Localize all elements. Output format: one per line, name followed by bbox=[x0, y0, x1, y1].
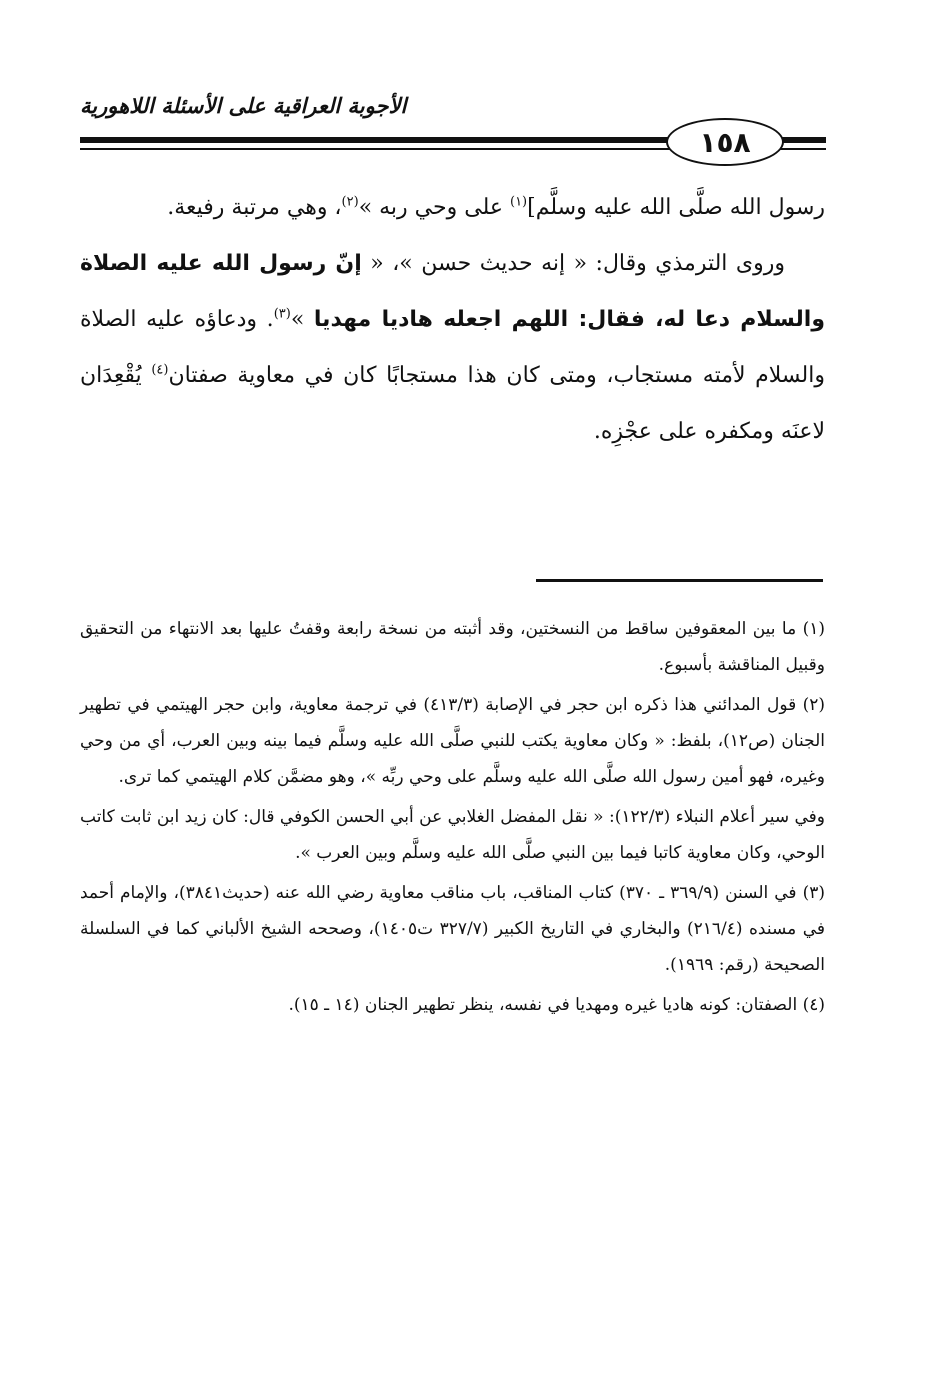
footnote-ref-4: (٤) bbox=[151, 362, 169, 378]
header-rule-thick-right bbox=[778, 137, 826, 143]
page-number: ١٥٨ bbox=[699, 125, 751, 159]
footnote-text: قول المدائني هذا ذكره ابن حجر في الإصابة (٤١٣/٣) في ترجمة معاوية، وابن حجر الهيتمي في تطهير الجنان (ص١٢)، بلفظ: « وكان معاوية يكتب للنبي صلَّى الله عليه وسلَّم فيما بينه وبين العرب، أي من وحي وغيره، فهو أمين رسول الله صلَّى الله عليه وسلَّم على وحي ربِّه »، وهو مضمَّن كلام الهيتمي كما ترى. bbox=[80, 695, 825, 787]
main-text bbox=[80, 180, 825, 460]
running-header-title: الأجوبة العراقية على الأسئلة اللاهورية bbox=[80, 93, 407, 118]
paragraph-2 bbox=[80, 236, 825, 460]
footnote-text: في السنن (٣٦٩/٩ ـ ٣٧٠) كتاب المناقب، باب مناقب معاوية رضي الله عنه (حديث٣٨٤١)، والإمام أحمد في مسنده (٢١٦/٤) والبخاري في التاريخ الكبير (٣٢٧/٧ ت١٤٠٥)، وصححه الشيخ الألباني كما في السلسلة الصحيحة (رقم: ١٩٦٩). bbox=[80, 883, 825, 975]
footnote-number: (٤) bbox=[802, 995, 825, 1015]
p1-text-a: رسول الله صلَّى الله عليه وسلَّم] bbox=[527, 195, 825, 220]
footnote-ref-1: (١) bbox=[509, 194, 528, 210]
paragraph-1 bbox=[80, 180, 825, 236]
header-rule-thin bbox=[80, 148, 675, 150]
footnote-2-continuation bbox=[80, 799, 825, 871]
footnote-2 bbox=[80, 687, 825, 795]
header-rule-thin-right bbox=[778, 148, 826, 150]
footnote-separator bbox=[536, 579, 823, 582]
footnote-number: (٣) bbox=[802, 883, 825, 903]
p2-text-b: » bbox=[290, 307, 314, 332]
p1-text-b: على وحي ربه » bbox=[358, 195, 510, 220]
p2-text-d: يُقْعِدَان لاعنَه ومكفره على عجْزِه. bbox=[80, 363, 825, 444]
footnotes bbox=[80, 611, 825, 1027]
footnote-ref-3: (٣) bbox=[273, 306, 291, 322]
footnote-ref-2: (٢) bbox=[341, 194, 359, 210]
footnote-number: (١) bbox=[802, 619, 825, 639]
footnote-text: ما بين المعقوفين ساقط من النسختين، وقد أثبته من نسخة رابعة وقفتُ عليها بعد الانتهاء من التحقيق وقبيل المناقشة بأسبوع. bbox=[80, 619, 825, 675]
header-rule-thick bbox=[80, 137, 675, 143]
hadith-quote: إنّ رسول الله عليه الصلاة والسلام دعا له، فقال: اللهم اجعله هاديا مهديا bbox=[80, 251, 826, 332]
footnote-4 bbox=[80, 987, 825, 1023]
p1-text-c: ، وهي مرتبة رفيعة. bbox=[167, 195, 342, 220]
footnote-number: (٢) bbox=[802, 695, 825, 715]
footnote-text: وفي سير أعلام النبلاء (١٢٢/٣): « نقل المفضل الغلابي عن أبي الحسن الكوفي قال: كان زيد ابن ثابت كاتب الوحي، وكان معاوية كاتبا فيما بين النبي صلَّى الله عليه وسلَّم وبين العرب ». bbox=[80, 807, 826, 863]
footnote-1 bbox=[80, 611, 825, 683]
footnote-text: الصفتان: كونه هاديا غيره ومهديا في نفسه، ينظر تطهير الجنان (١٤ ـ ١٥). bbox=[288, 995, 798, 1015]
footnote-3 bbox=[80, 875, 825, 983]
p2-text-a: وروى الترمذي وقال: « إنه حديث حسن »، « bbox=[361, 251, 785, 276]
page-number-badge bbox=[666, 118, 784, 166]
p2-text-c: . ودعاؤه عليه الصلاة والسلام لأمته مستجاب، ومتى كان هذا مستجابًا كان في معاوية صفتان bbox=[80, 307, 825, 388]
